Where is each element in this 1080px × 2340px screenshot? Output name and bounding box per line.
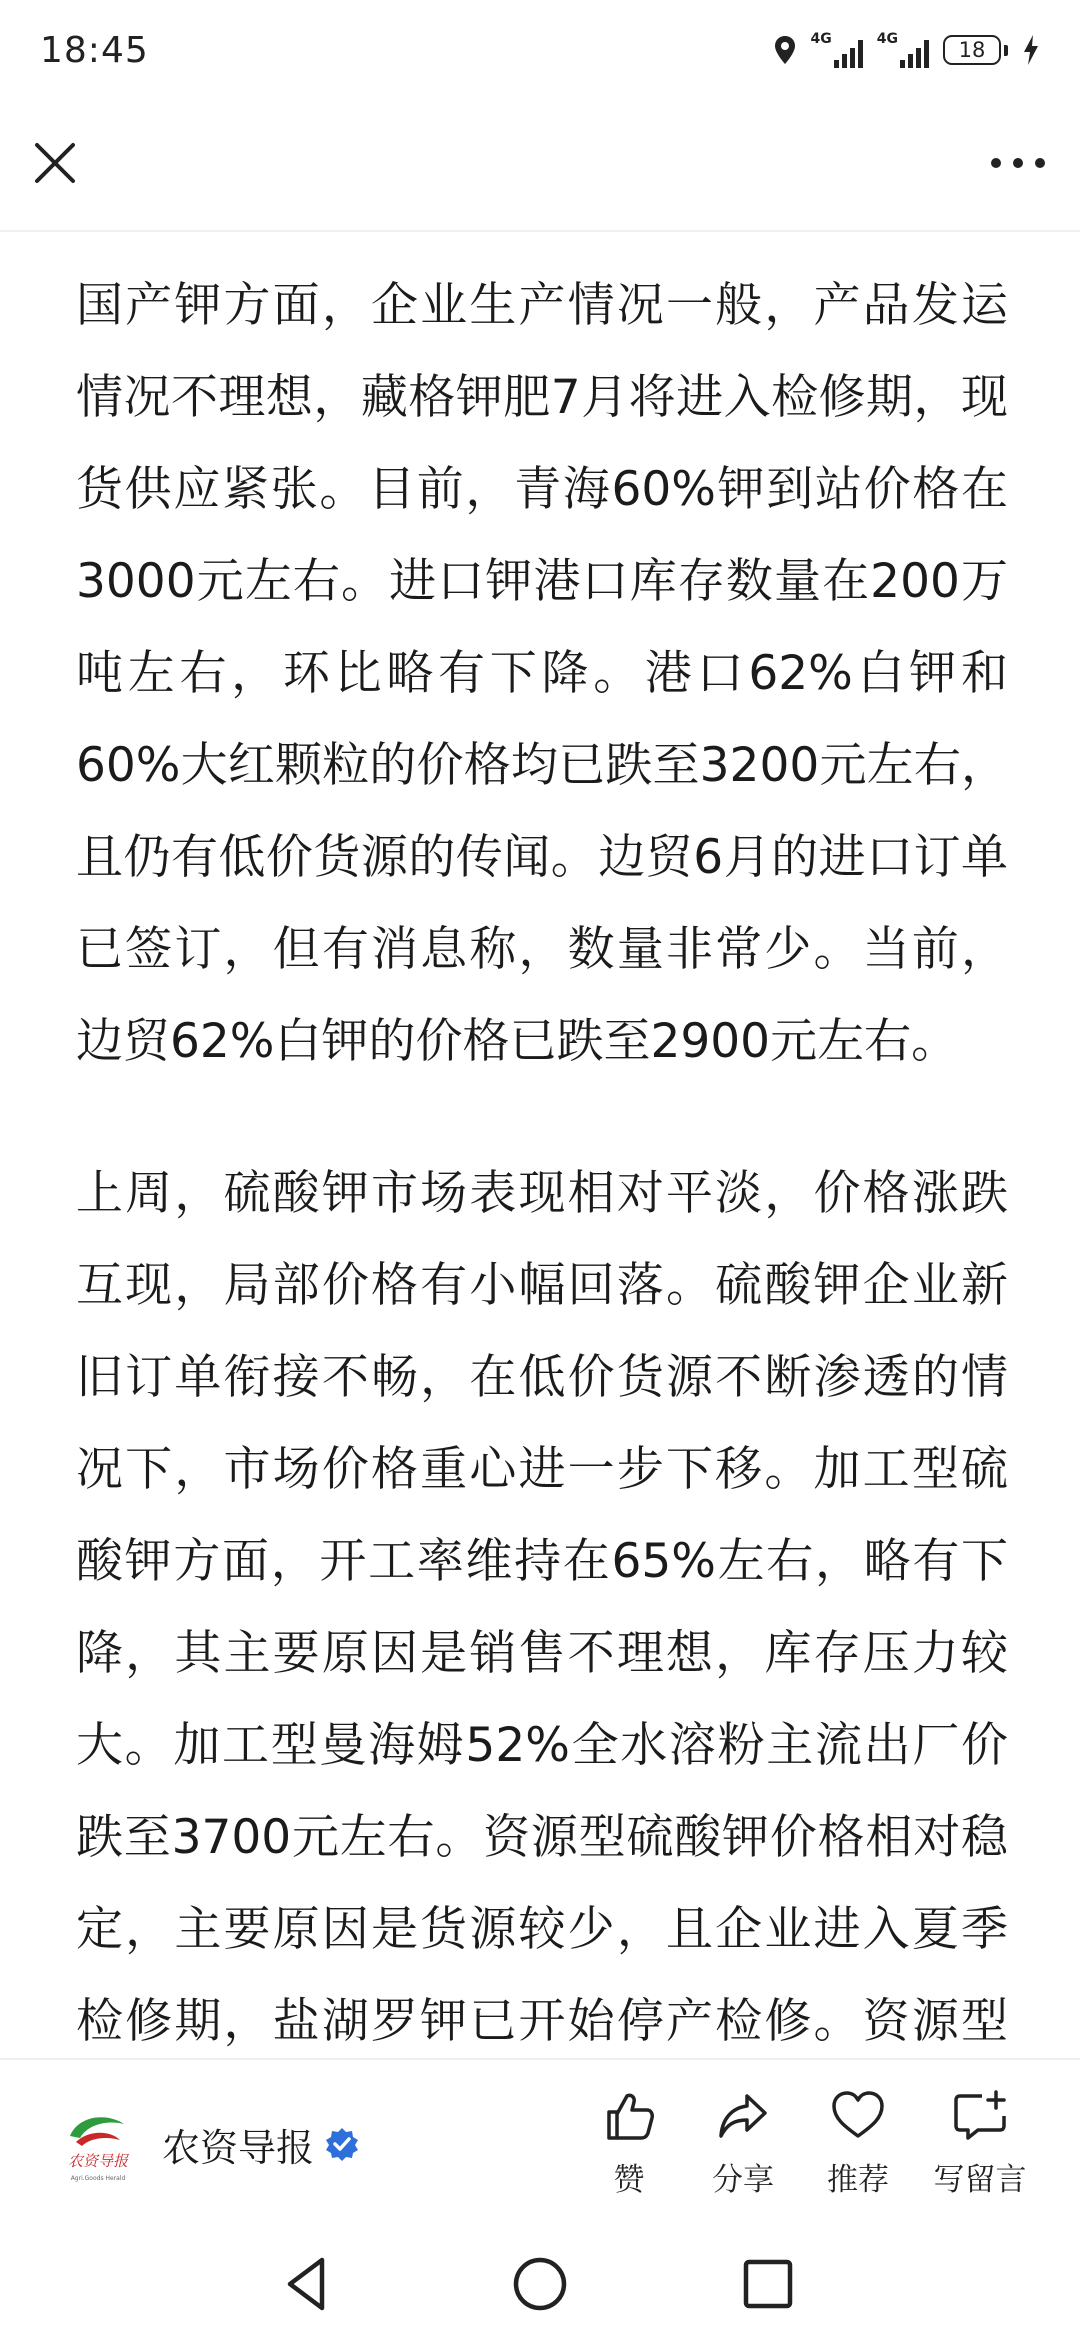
logo-text: 农资导报 (67, 2152, 129, 2170)
top-nav (0, 100, 1080, 232)
article-paragraph: 国产钾方面，企业生产情况一般，产品发运情况不理想，藏格钾肥7月将进入检修期，现货供应紧张。目前，青海60%钾到站价格在3000元左右。进口钾港口库存数量在200万吨左右，环比略有下降。港口62%白钾和60%大红颗粒的价格均已跌至3200元左右，且仍有低价货源的传闻。边贸6月的进口订单已签订，但有消息称，数量非常少。当前，边贸62%白钾的价格已跌至2900元左右。 (76, 278, 1008, 1069)
more-icon[interactable] (986, 138, 1050, 188)
comment-icon (952, 2088, 1008, 2144)
recents-icon[interactable] (736, 2252, 800, 2316)
back-icon[interactable] (276, 2252, 340, 2316)
signal-icon (877, 32, 929, 68)
network-type-1: 4G (810, 31, 832, 47)
battery-icon (943, 35, 1008, 65)
write-comment-label: 写留言 (933, 2162, 1027, 2198)
article-paragraph: 上周，硫酸钾市场表现相对平淡，价格涨跌互现，局部价格有小幅回落。硫酸钾企业新旧订单衔接不畅，在低价货源不断渗透的情况下，市场价格重心进一步下移。加工型硫酸钾方面，开工率维持在65%左右，略有下降，其主要原因是销售不理想，库存压力较大。加工型曼海姆52%全水溶粉主流出厂价跌至3700元左右。资源型硫酸钾价格相对稳定，主要原因是货源较少，且企业进入夏季检修期，盐湖罗钾已开始停产检修。资源型 (76, 1166, 1008, 2049)
share-icon (715, 2088, 771, 2144)
thumbs-up-icon (601, 2088, 657, 2144)
logo-subtext: Agri.Goods Herald (70, 2175, 126, 2182)
bottom-action-bar (0, 2058, 1080, 2228)
like-label: 赞 (613, 2162, 645, 2198)
system-nav-bar (0, 2228, 1080, 2340)
status-time: 18:45 (40, 29, 149, 71)
home-icon[interactable] (508, 2252, 572, 2316)
signal-icon (811, 32, 863, 68)
charging-icon (1022, 34, 1040, 66)
author-name: 农资导报 (162, 2125, 315, 2170)
heart-icon (830, 2088, 886, 2144)
share-button[interactable] (688, 2088, 798, 2199)
share-label: 分享 (712, 2162, 774, 2198)
like-button[interactable] (574, 2088, 684, 2199)
status-icons (773, 32, 1040, 68)
battery-level: 18 (958, 38, 986, 62)
write-comment-button[interactable] (920, 2088, 1040, 2199)
close-icon[interactable] (30, 138, 80, 188)
author-info[interactable] (58, 2102, 360, 2186)
status-bar (0, 0, 1080, 100)
article-body (76, 260, 1008, 2052)
author-logo (58, 2102, 138, 2186)
recommend-button[interactable] (803, 2088, 913, 2199)
recommend-label: 推荐 (827, 2162, 889, 2198)
location-icon (773, 35, 797, 65)
verified-badge-icon (324, 2126, 360, 2162)
network-type-2: 4G (876, 31, 898, 47)
